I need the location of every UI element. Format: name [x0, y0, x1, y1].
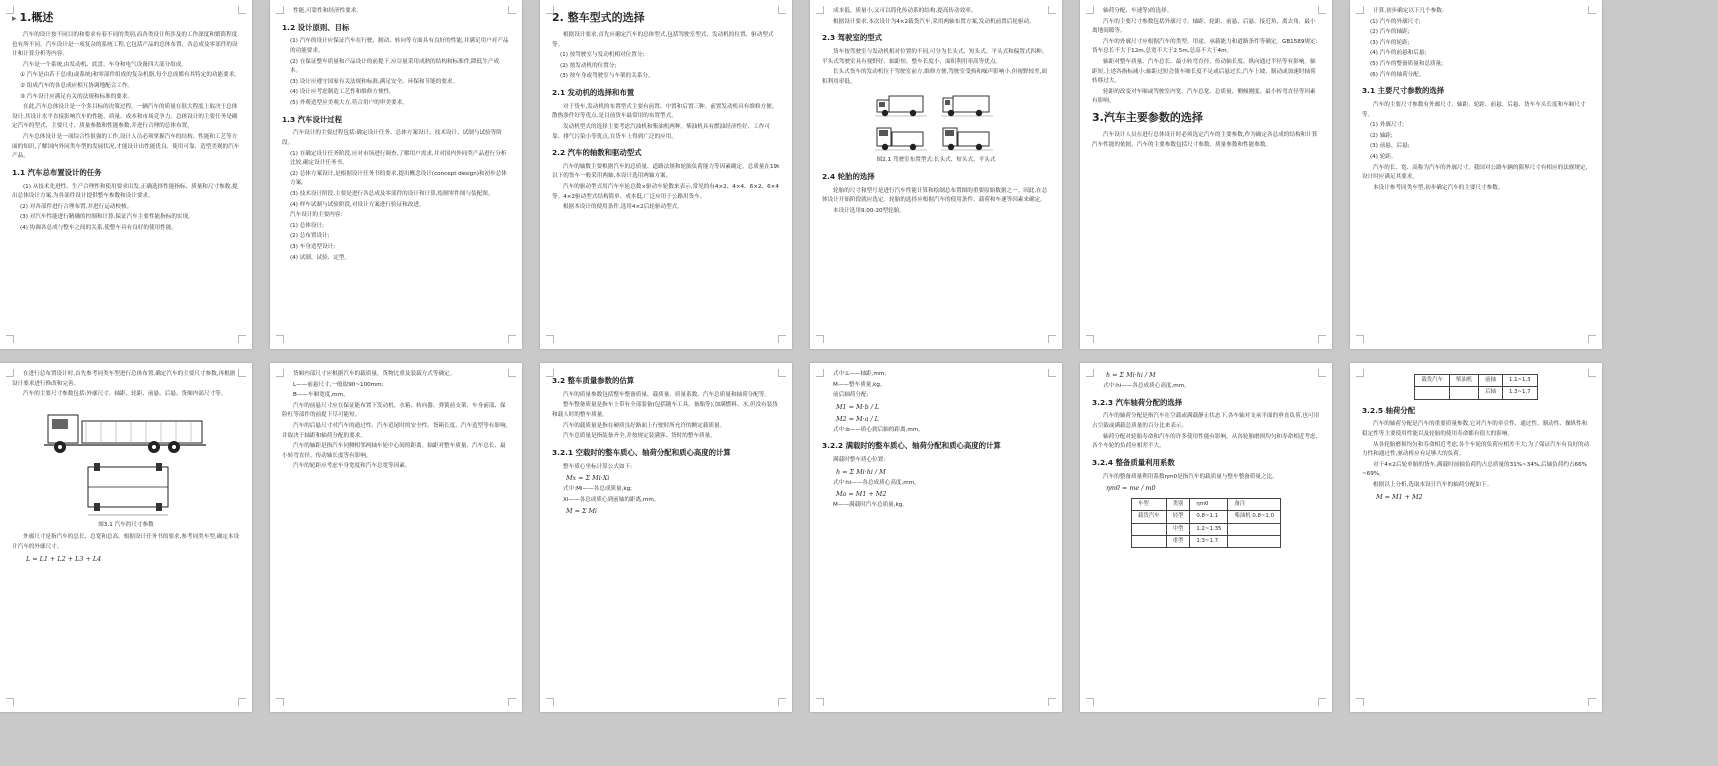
margin-marker [1318, 335, 1326, 343]
margin-marker [238, 6, 246, 14]
paragraph: 货厢内部尺寸应根据汽车的载质量、货物比重及装载方式等确定。 [293, 371, 456, 377]
margin-marker [1356, 698, 1364, 706]
page-content [1362, 7, 1590, 193]
table-cell [1131, 536, 1166, 548]
list-item: (2) 总布置设计; [290, 233, 330, 240]
margin-marker [546, 698, 554, 706]
list-item: (1) 外廓尺寸; [1370, 122, 1404, 129]
table-row [1415, 375, 1537, 387]
page-content [12, 9, 240, 234]
paragraph: 对于货车,发动机的布置型式主要有前置、中置和后置三种。前置发动机具有维修方便、散热条件好等优点,是目前货车最常用的布置型式。 [552, 103, 778, 120]
subsection-heading: 3.2.2 满载时的整车质心、轴荷分配和质心高度的计算 [822, 441, 1001, 451]
subsection-heading: 3.2.4 整备质量利用系数 [1092, 457, 1175, 467]
paragraph: 长头式货车的发动机位于驾驶室前方,维修方便,驾驶室受热和噪声影响小,但视野较差,面积利用率低。 [822, 69, 1048, 85]
list-item: (2) 对各部件进行合理布置,并进行运动校核。 [20, 203, 133, 210]
margin-marker [6, 6, 14, 14]
margin-marker [778, 698, 786, 706]
list-item: (1) 汽车的设计应保证汽车在行驶、制动、转向等方面具有良好的性能,并满足用户对产品的功能要求。 [290, 38, 509, 54]
table-cell: 前轴 [1479, 375, 1503, 387]
paragraph: 式中:hi——各总成质心高度,mm。 [1103, 383, 1190, 390]
margin-marker [508, 6, 516, 14]
margin-marker [276, 698, 284, 706]
table-cell [1131, 523, 1166, 535]
formula: Mx = Σ Mi·Xi [566, 474, 610, 483]
page-3[interactable] [540, 0, 792, 349]
section-heading [12, 9, 240, 28]
paragraph: 汽车的前悬尺寸应在保证能布置下发动机、水箱、转向器、弹簧前支架、车身前部、保险杠等部件的前提下尽可能短。 [282, 402, 506, 419]
table-cell: 类别 [1166, 499, 1190, 511]
margin-marker [1588, 698, 1596, 706]
table-cell: ηm0 [1190, 499, 1228, 511]
paragraph: 汽车设计的主要过程包括:确定设计任务、总体方案设计、技术设计、试制与试验等阶段。 [282, 130, 502, 146]
list-item: ① 汽车是由若干总成(或系统)和零部件组成的复杂机器,每个总成都有其特定的功能要求。 [20, 72, 240, 79]
list-item: (5) 汽车的整备质量和总质量; [1370, 61, 1444, 68]
paragraph: L——前悬尺寸,一般取90~100mm; [293, 381, 384, 388]
paragraph: 汽车的驱动型式用汽车车轮总数×驱动车轮数来表示,常见的有4×2、4×4、6×2、6×4等。4×2驱动型式结构简单、成本低,广泛应用于公路用货车。 [552, 184, 779, 200]
table-row [1415, 387, 1537, 399]
list-item: ③ 汽车设计应满足有关的法规和标准的要求。 [20, 93, 134, 100]
list-item: (4) 协调各总成与整车之间的关系,使整车具有良好的使用性能。 [20, 225, 177, 231]
paragraph: 式中:Mi——各总成质量,kg; [563, 486, 633, 493]
paragraph: 轴荷分配对轮胎寿命和汽车的许多使用性能有影响。从各轮胎磨损均匀和寿命相近考虑,各个车轮的负荷应相差不大。 [1092, 433, 1318, 450]
table-row [1131, 523, 1280, 535]
page-5[interactable] [1080, 0, 1332, 349]
formula: M2 = M·a / L [836, 414, 879, 423]
margin-marker [1588, 369, 1596, 377]
list-item: (2) 汽车的轴距; [1370, 29, 1410, 36]
subsection-heading: 2.1 发动机的选择和布置 [552, 87, 635, 97]
paragraph: 汽车的设计按不同目的和要求有着不同的类别,而各类设计所涉及的工作深度和繁简程度也有所不同。汽车设计是一项复杂的系统工程,它包括产品的总体布置、各总成及零部件的设计和计算分析等内容。 [12, 31, 238, 58]
paragraph: 整车整备质量是指车上带有全部装备(包括随车工具、备胎等),加满燃料、水,但没有装货和载人时的整车质量。 [552, 402, 778, 418]
figure-caption: 图3.1 汽车的尺寸参数 [98, 521, 154, 528]
subsection-heading: 2.3 驾驶室的型式 [822, 33, 883, 43]
subsection-heading: 3.2.3 汽车轴荷分配的选择 [1092, 397, 1183, 407]
table-cell: 载货汽车 [1131, 511, 1166, 523]
paragraph: 根据本设计的使用条件,选用4×2后轮驱动型式。 [563, 204, 683, 211]
page-content [1092, 370, 1320, 548]
paragraph: 汽车的轴距是指汽车同侧相邻两轴车轮中心间的距离。轴距对整车质量、汽车总长、最小转弯直径、传动轴长度等有影响。 [282, 443, 506, 459]
paragraph: Xi——各总成质心到前轴的距离,mm。 [563, 496, 660, 503]
paragraph: 满载时整车质心位置: [833, 457, 886, 464]
paragraph: 从各轮胎磨损均匀和寿命相近考虑,各个车轮的负荷应相差不大;为了保证汽车有良好的动力性和通过性,驱动桥应有足够大的负荷。 [1362, 441, 1590, 458]
paragraph: 汽车总体设计是一项综合性很强的工作,设计人员必须掌握汽车的结构、性能和工艺等方面的知识,了解国内外同类车型的发展状况,才能设计出性能优良、使用可靠、造型美观的汽车产品。 [12, 134, 240, 160]
list-item: (1) 在确定设计任务阶段,应对市场进行调查,了解用户需求,并对国内外同类产品进行分析比较,确定设计任务书。 [290, 150, 507, 167]
margin-marker [238, 335, 246, 343]
paragraph: 本设计选用9.00-20型轮胎。 [833, 207, 905, 214]
subsection-heading: 3.2.1 空载时的整车质心、轴荷分配和质心高度的计算 [552, 447, 731, 457]
paragraph: 货车按驾驶室与发动机相对位置的不同,可分为长头式、短头式、平头式和偏置式四种。平头式驾驶室具有视野好、轴距短、整车长度小、面积利用率高等优点。 [822, 48, 1048, 65]
axle-load-table [1414, 374, 1537, 400]
table-cell: 1.3~1.7 [1502, 387, 1537, 399]
list-item: (5) 外观造型应美观大方,符合用户的审美要求。 [290, 100, 408, 106]
margin-marker [276, 369, 284, 377]
margin-marker [546, 369, 554, 377]
table-row [1131, 511, 1280, 523]
margin-marker [1356, 369, 1364, 377]
paragraph: 汽车的整备质量利用系数ηm0是指汽车的载质量与整车整备质量之比。 [1103, 473, 1278, 480]
paragraph: M——满载时汽车总质量,kg。 [833, 502, 908, 509]
paragraph: 汽车的载质量是指在硬质良好路面上行驶时所允许的额定载质量。 [563, 422, 726, 429]
paragraph: 本设计参考同类车型,初步确定汽车的主要尺寸参数。 [1373, 184, 1504, 191]
list-item: (4) 样车试制与试验阶段,对设计方案进行验证和改进。 [290, 201, 425, 208]
formula: ηm0 = me / m0 [1106, 484, 1156, 493]
formula: M1 = M·b / L [836, 402, 880, 411]
margin-marker [546, 335, 554, 343]
page-content [822, 370, 1050, 511]
page-content [1092, 7, 1320, 150]
page-6[interactable] [1350, 0, 1602, 349]
margin-marker [778, 335, 786, 343]
utilization-coefficient-table [1131, 498, 1281, 548]
page-content [552, 375, 780, 517]
margin-marker [508, 369, 516, 377]
paragraph: 式中:L——轴距,mm; [833, 371, 887, 377]
list-item: (6) 汽车的轴荷分配。 [1370, 71, 1425, 78]
subsection-heading: 3.1 主要尺寸参数的选择 [1362, 86, 1445, 96]
paragraph: 在此,汽车总体设计是一个多目标的决策过程。一辆汽车的质量在很大程度上取决于总体设计,其设计水平直接影响汽车的性能、质量、成本和市场竞争力。总体设计的主要任务是确定汽车的型式、主要尺寸、质量参数和性能参数,并进行合理的总体布置。 [12, 104, 238, 130]
table-cell: 1.2~1.35 [1190, 523, 1228, 535]
section-heading: 3.汽车主要参数的选择 [1092, 111, 1203, 125]
list-item: (4) 轮距。 [1370, 154, 1397, 161]
margin-marker [816, 369, 824, 377]
paragraph: 汽车是一个系统,由发动机、底盘、车身和电气设备四大部分组成。 [23, 61, 187, 68]
dimension-figure [12, 403, 240, 531]
table-cell: 0.8~1.1 [1190, 511, 1228, 523]
truck-side-view [44, 415, 206, 453]
truck-sketch-flat [875, 128, 927, 150]
margin-marker [1318, 6, 1326, 14]
margin-marker [1318, 369, 1326, 377]
paragraph: (1) 从技术先进性、生产合理性和使用要求出发,正确选择性能指标、质量和尺寸参数,提出总体设计方案,为各部件设计提供整车参数和设计要求。 [12, 183, 238, 200]
heading-text: 1.概述 [19, 11, 54, 24]
page-9[interactable] [540, 363, 792, 712]
subsection-heading: 2.4 轮胎的选择 [822, 172, 875, 181]
list-item: (4) 汽车的前悬和后悬; [1370, 50, 1427, 57]
paragraph: 对于4×2后轮单胎的货车,满载时前轴负荷约占总质量的31%~34%,后轴负荷约占66%~69%。 [1362, 461, 1587, 478]
page-content [1362, 374, 1590, 503]
table-cell: 备注 [1228, 499, 1281, 511]
truck-sketch-short [941, 96, 993, 116]
formula: M = Σ Mi [566, 507, 598, 516]
list-item: (1) 按驾驶室与发动机相对位置分; [560, 52, 645, 59]
paragraph: 计算,初步确定以下几个参数: [1373, 8, 1444, 14]
table-cell [1228, 523, 1281, 535]
page-content [552, 9, 780, 213]
paragraph: 性能,可靠性和经济性要求。 [293, 8, 362, 14]
page-12[interactable] [1350, 363, 1602, 712]
page-8[interactable] [270, 363, 522, 712]
table-cell: 载货汽车 [1415, 375, 1450, 387]
list-item: ② 组成汽车的各总成应相互协调地配合工作。 [20, 82, 134, 89]
subsection-heading: 3.2 整车质量参数的估算 [552, 376, 635, 385]
table-cell: 柴油机 [1449, 375, 1478, 387]
margin-marker [6, 335, 14, 343]
page-content [282, 7, 510, 263]
page-7[interactable] [0, 363, 252, 712]
list-item: (3) 技术设计阶段,主要是进行各总成及零部件的设计和计算,绘制零件图与装配图。 [290, 191, 494, 197]
list-item: (1) 汽车的外廓尺寸; [1370, 18, 1421, 25]
page-1[interactable] [0, 0, 252, 349]
paragraph: 汽车的外廓尺寸应根据汽车的类型、用途、承载能力和道路条件等确定。GB1589规定:货车总长不大于12m,总宽不大于2.5m,总高不大于4m。 [1092, 38, 1318, 55]
subsection-heading: 3.2.5 轴荷分配 [1362, 405, 1416, 415]
paragraph: 外廓尺寸是指汽车的总长、总宽和总高。根据设计任务书的要求,参考同类车型,确定本设计汽车的外廓尺寸。 [12, 534, 240, 551]
paragraph: M——整车质量,kg。 [833, 381, 886, 388]
formula: L = L1 + L2 + L3 + L4 [26, 554, 102, 563]
table-cell: 后轴 [1479, 387, 1503, 399]
list-item: (4) 设计应考虑制造工艺性和维修方便性。 [290, 89, 395, 96]
table-cell [1415, 387, 1450, 399]
table-cell: 车型 [1131, 499, 1166, 511]
paragraph: 前后轴荷分配: [833, 392, 869, 399]
margin-marker [778, 6, 786, 14]
subsection-heading: 1.2 设计原则、目标 [282, 22, 350, 32]
list-item: (3) 设计应遵守国家有关法规和标准,满足安全、环保和节能的要求。 [290, 78, 459, 85]
paragraph: 汽车总质量是指装备齐全,并按规定装满客、货时的整车质量。 [563, 433, 716, 440]
subsection-heading: 1.3 汽车设计过程 [282, 114, 343, 124]
table-cell [1228, 536, 1281, 548]
table-cell: 1.3~1.7 [1190, 536, 1228, 548]
table-row [1131, 499, 1280, 511]
section-heading: 2. 整车型式的选择 [552, 11, 645, 24]
paragraph: 汽车的主要尺寸参数有外廓尺寸、轴距、轮距、前悬、后悬、货车车头长度和车厢尺寸等。 [1362, 102, 1586, 118]
paragraph: 汽车的主要尺寸参数包括:外廓尺寸、轴距、轮距、前悬、后悬、货厢内部尺寸等。 [23, 391, 227, 398]
margin-marker [276, 335, 284, 343]
table-cell: 1.1~1.3 [1502, 375, 1537, 387]
cab-type-drawing [871, 90, 1001, 156]
paragraph: 成本低、质量小,又可以简化传动系的结构,提高传动效率。 [833, 8, 977, 14]
paragraph: 发动机型式的选择主要考虑汽油机和柴油机两种。柴油机具有燃油经济性好、工作可靠、排气污染小等优点,在货车上得到广泛的应用。 [552, 123, 770, 140]
list-item: (3) 前悬、后悬; [1370, 143, 1410, 150]
list-item: (3) 车身造型设计; [290, 244, 336, 251]
page-content [12, 370, 240, 565]
margin-marker [1048, 698, 1056, 706]
paragraph: 轮胎的尺寸和型号是进行汽车性能计算和绘制总布置图的重要原始数据之一。因此,在总体设计开始阶段就应选定。轮胎的选择应根据汽车的使用条件、载荷和车速等因素来确定。 [822, 187, 1048, 204]
collapse-chevron-icon[interactable]: ▸ [12, 14, 17, 24]
margin-marker [1588, 6, 1596, 14]
list-item: (2) 总体方案设计,是根据设计任务书的要求,提出概念设计(concept design)和初步总体方案。 [290, 170, 507, 187]
list-item: (2) 轴距; [1370, 132, 1393, 139]
cab-type-figure [822, 90, 1050, 166]
table-cell: 重型 [1166, 536, 1190, 548]
margin-marker [1048, 369, 1056, 377]
margin-marker [778, 369, 786, 377]
paragraph: 根据设计要求,本次设计为4×2载货汽车,采用两轴布置方案,发动机前置后轮驱动。 [833, 18, 1035, 25]
paragraph: B——车厢宽度,mm。 [293, 392, 349, 399]
paragraph: 根据以上分析,选取本设计汽车的轴荷分配如下。 [1373, 481, 1493, 488]
margin-marker [816, 698, 824, 706]
margin-marker [1086, 698, 1094, 706]
page-2[interactable] [270, 0, 522, 349]
paragraph: 式中:hi——各总成质心高度,mm。 [833, 479, 920, 486]
paragraph: 汽车的主要尺寸参数包括外廓尺寸、轴距、轮距、前悬、后悬、接近角、离去角、最小离地间隙等。 [1092, 18, 1316, 35]
paragraph: 汽车的轮距应考虑车身宽度和汽车总宽等因素。 [293, 463, 411, 470]
page-content [282, 370, 510, 472]
paragraph: 汽车的后悬尺寸对汽车的通过性、汽车追尾时的安全性、货箱长度、汽车造型等有影响,并取决于轴距和轴荷分配的要求。 [282, 423, 508, 439]
page-10[interactable] [810, 363, 1062, 712]
list-item: (3) 按车身或驾驶室与车架的关系分。 [560, 73, 654, 80]
list-item: 汽车设计的主要内容: [290, 212, 343, 219]
margin-marker [1356, 6, 1364, 14]
list-item: (3) 汽车的轮距; [1370, 39, 1410, 46]
margin-marker [238, 698, 246, 706]
formula: M = M1 + M2 [1376, 492, 1423, 501]
margin-marker [816, 6, 824, 14]
page-4[interactable] [810, 0, 1062, 349]
margin-marker [276, 6, 284, 14]
margin-marker [816, 335, 824, 343]
list-item: (1) 总体设计; [290, 222, 324, 229]
paragraph: 汽车的轴荷分配是指汽车在空载或满载静止状态下,各车轴对支承平面的垂直负荷,也可用占空载或满载总质量的百分比来表示。 [1092, 413, 1320, 429]
truck-sketch-flat [941, 128, 993, 150]
margin-marker [1356, 335, 1364, 343]
paragraph: 汽车设计人员在进行总体设计时必须选定汽车的主要参数,作为确定各总成的结构和计算汽车性能的依据。汽车的主要参数包括尺寸参数、质量参数和性能参数。 [1092, 132, 1318, 148]
margin-marker [1086, 6, 1094, 14]
margin-marker [1086, 335, 1094, 343]
paragraph: 式中:b——质心到后轴的距离,mm。 [833, 426, 924, 433]
margin-marker [6, 369, 14, 377]
margin-marker [1048, 335, 1056, 343]
paragraph: 整车质心坐标计算公式如下: [563, 463, 633, 470]
paragraph: 轮距的改变对车厢或驾驶室内宽、汽车总宽、总质量、侧倾刚度、最小转弯直径等因素有影响。 [1092, 88, 1316, 105]
subsection-heading: 1.1 汽车总布置设计的任务 [12, 167, 102, 177]
table-row [1131, 536, 1280, 548]
dimension-drawing [38, 403, 214, 521]
paragraph: 汽车的质量参数包括整车整备质量、载质量、质量系数、汽车总质量和轴荷分配等。 [563, 391, 770, 398]
paragraph: 轴距对整车质量、汽车总长、最小转弯直径、传动轴长度、纵向通过半径等有影响。轴距短,上述各指标减小;轴距过短会使车厢长度不足或后悬过长,汽车上坡、制动或加速时轴荷转移过大。 [1092, 59, 1316, 85]
list-item: (3) 对汽车性能进行精确的控制和计算,保证汽车主要性能指标的实现。 [20, 214, 194, 221]
page-11[interactable] [1080, 363, 1332, 712]
margin-marker [1086, 369, 1094, 377]
margin-marker [1588, 335, 1596, 343]
table-cell [1449, 387, 1478, 399]
list-item: (4) 试制、试验、定型。 [290, 254, 351, 261]
paragraph: 汽车的轴荷分配是汽车的重要质量参数,它对汽车的牵引性、通过性、制动性、操纵性和稳定性等主要使用性能以及轮胎的使用寿命都有很大的影响。 [1362, 421, 1588, 437]
truck-sketch-long [875, 96, 927, 116]
list-item: (2) 在保证整车质量和产品设计的前提下,应尽量采用成熟的结构和标准件,降低生产成本。 [290, 58, 500, 75]
subsection-heading: 2.2 汽车的轴数和驱动型式 [552, 148, 642, 158]
formula: h = Σ Mi·hi / M [1106, 371, 1156, 379]
margin-marker [546, 6, 554, 14]
paragraph: 根据设计要求,首先应确定汽车的总体型式,包括驾驶室型式、发动机的位置、驱动型式等。 [552, 31, 774, 48]
list-item: (2) 按发动机的位置分; [560, 62, 617, 69]
paragraph: 在进行总布置设计时,首先参考同类车型进行总体布置,确定汽车的主要尺寸参数,再根据设计要求进行修改和完善。 [12, 371, 236, 387]
margin-marker [508, 335, 516, 343]
page-content [822, 7, 1050, 217]
table-cell: 轻型 [1166, 511, 1190, 523]
formula: Ma = M1 + M2 [836, 490, 887, 499]
margin-marker [6, 698, 14, 706]
margin-marker [508, 698, 516, 706]
chassis-plan-view [88, 463, 168, 515]
paragraph: 汽车的轴数主要根据汽车的总质量、道路法规和轮胎负荷能力等因素确定。总质量在19t以下的货车一般采用两轴,本设计选用两轴方案。 [552, 163, 780, 180]
formula: h = Σ Mi·hi / M [836, 467, 886, 476]
figure-caption: 图2.1 驾驶室布置型式:长头式、短头式、平头式 [876, 157, 996, 164]
paragraph: 汽车的长、宽、高称为汽车的外廓尺寸。我国对公路车辆的限界尺寸有相应的法规规定,设计时应满足其要求。 [1362, 164, 1588, 181]
margin-marker [1318, 698, 1326, 706]
table-cell: 中型 [1166, 523, 1190, 535]
table-cell: 柴油机 0.8~1.0 [1228, 511, 1281, 523]
margin-marker [238, 369, 246, 377]
margin-marker [1048, 6, 1056, 14]
paragraph: 轴荷分配、车速等)的选择。 [1103, 8, 1173, 14]
